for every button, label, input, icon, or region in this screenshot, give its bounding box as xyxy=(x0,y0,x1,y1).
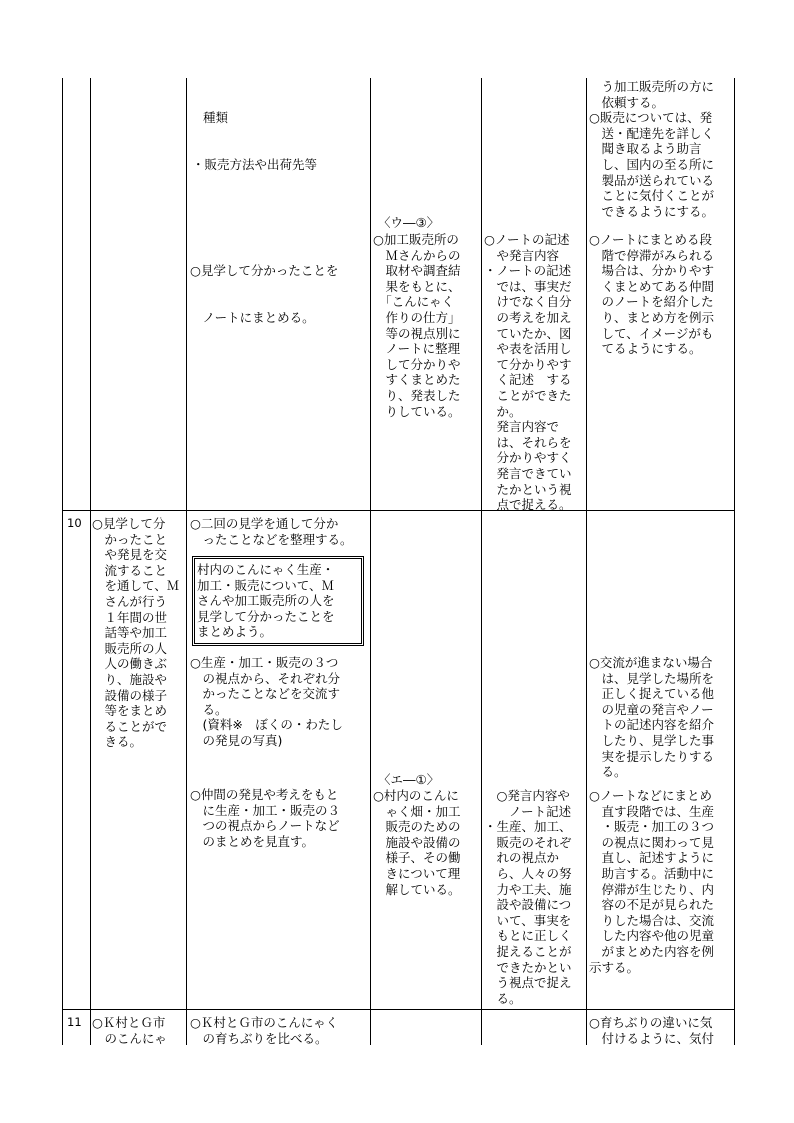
text-line: ことができた xyxy=(484,387,572,403)
text-line: ていたか、図 xyxy=(484,325,572,341)
text-line: きる。 xyxy=(92,734,143,750)
text-line: 等をまとめ xyxy=(92,703,168,719)
text-line: 直す段階では、生産 xyxy=(589,803,715,819)
text-line: る。 xyxy=(190,701,228,717)
text-line: りしている。 xyxy=(373,403,461,419)
text-line: り、施設や xyxy=(92,671,168,687)
text-line: できるようにする。 xyxy=(589,203,715,219)
text-line: さんが行う xyxy=(92,593,168,609)
text-line: して、イメージがも xyxy=(589,325,714,341)
prev-support-bottom xyxy=(589,232,714,357)
text-line: ○ノートなどにまとめ xyxy=(589,788,713,803)
text-line: では、事実だ xyxy=(484,278,572,294)
col-divider-1 xyxy=(90,78,91,1045)
text-line: 直し、記述すように xyxy=(589,850,715,866)
text-line: れの視点か xyxy=(484,850,560,866)
text-line: (資料※ ぼくの・わたし xyxy=(190,717,343,733)
text-line: がまとめた内容を例 xyxy=(589,943,715,959)
row10-eval-tag: 〈エ―①〉 xyxy=(378,772,440,787)
col-divider-5 xyxy=(586,78,587,1045)
text-line: ったことなどを整理する。 xyxy=(190,531,353,547)
text-line: ○Ｋ村とＧ市 xyxy=(92,1015,166,1030)
text-line: 加工・販売について、Ｍ xyxy=(197,577,335,593)
row11-goal xyxy=(92,1015,167,1046)
text-line: ○二回の見学を通して分か xyxy=(190,516,339,531)
row10-eval xyxy=(373,788,461,897)
text-line: 正しく捉えている他 xyxy=(589,686,715,702)
prev-activity xyxy=(192,79,317,188)
text-line: かったこと xyxy=(92,531,168,547)
text-line: に生産・加工・販売の３ xyxy=(190,802,341,818)
text-line: Ｍさんからの xyxy=(373,247,461,263)
row10-goal xyxy=(92,516,179,750)
prev-method xyxy=(484,232,572,513)
text-line: 実を提示したりする xyxy=(589,748,715,764)
text-line: ○販売については、発 xyxy=(589,110,713,126)
text-line: 「こんにゃく xyxy=(373,294,455,310)
text-line: ○仲間の発見や考えをもと xyxy=(190,787,339,802)
text-line: 分かりやすく xyxy=(484,450,572,466)
text-line: 作りの仕方」 xyxy=(373,309,461,325)
text-line: や発見を交 xyxy=(92,547,168,563)
text-line: ○ノートの記述 xyxy=(484,232,570,247)
text-line: の視点に関わって見 xyxy=(589,834,714,850)
text-line: の発見の写真) xyxy=(190,732,283,748)
text-line: 場合は、分かりやす xyxy=(589,263,715,279)
row-divider-11 xyxy=(62,1009,735,1010)
text-line: 発言できてい xyxy=(484,465,572,481)
text-line: たかという視 xyxy=(484,481,572,497)
text-line: の視点から、それぞれ分 xyxy=(190,670,341,686)
text-line: 製品が送られている xyxy=(589,172,715,188)
text-line: すくまとめた xyxy=(373,372,461,388)
prev-support-top xyxy=(589,79,714,219)
text-line: り、発表した xyxy=(373,387,461,403)
text-line: の児童の発言やノー xyxy=(589,701,714,717)
row11-support xyxy=(589,1015,714,1046)
text-line: ○ノートにまとめる段 xyxy=(589,232,713,247)
text-line: ら、人々の努 xyxy=(484,865,572,881)
text-line: く記述 する xyxy=(484,372,572,388)
text-line: 話等や加工 xyxy=(92,625,168,641)
text-line: 階で停滞がみられる xyxy=(589,247,715,263)
text-line: した内容や他の児童 xyxy=(589,928,715,944)
text-line: ることがで xyxy=(92,718,168,734)
text-line: ノートにまとめる。 xyxy=(190,309,315,325)
text-line: のまとめを見直す。 xyxy=(190,833,315,849)
text-line: ○村内のこんに xyxy=(373,788,459,803)
text-line: かったことなどを交流す xyxy=(190,686,341,702)
text-line: や発言内容 xyxy=(484,247,560,263)
text-line: 流すること xyxy=(92,562,168,578)
text-line: 販売のための xyxy=(373,819,461,835)
text-line: は、それらを xyxy=(484,434,572,450)
text-line: て分かりやす xyxy=(484,356,572,372)
col-divider-3 xyxy=(370,78,371,1045)
text-line: 設や設備につ xyxy=(484,897,572,913)
text-line: したり、見学した事 xyxy=(589,732,715,748)
text-line: 力や工夫、施 xyxy=(484,881,572,897)
text-line: のノートを紹介した xyxy=(589,294,714,310)
text-line: つの視点からノートなど xyxy=(190,818,340,834)
text-line: り、まとめ方を例示 xyxy=(589,309,715,325)
text-line: ゃく畑・加工 xyxy=(373,803,461,819)
text-line: 停滞が生じたり、内 xyxy=(589,881,715,897)
text-line: う視点で捉え xyxy=(484,975,572,991)
text-line: ・販売方法や出荷先等 xyxy=(192,156,318,172)
text-line: 容の不足が見られた xyxy=(589,897,715,913)
text-line: 送・配達先を詳しく xyxy=(589,125,715,141)
text-line: ノートに整理 xyxy=(373,341,461,357)
col-divider-4 xyxy=(481,78,482,1045)
row10-activity-top xyxy=(190,516,353,547)
col-divider-2 xyxy=(186,78,187,1045)
text-line: 点で捉える。 xyxy=(484,497,572,513)
text-line: 村内のこんにゃく生産・ xyxy=(197,562,335,577)
text-line: ○生産・加工・販売の３つ xyxy=(190,655,339,670)
text-line: ・販売・加工の３つ xyxy=(589,819,715,835)
text-line: ○Ｋ村とＧ市のこんにゃく xyxy=(190,1015,339,1030)
prev-activity-note xyxy=(190,232,338,341)
text-line: ○見学して分かったことを xyxy=(190,263,339,279)
text-line: ○発言内容や xyxy=(484,788,570,803)
text-line: し、国内の至る所に xyxy=(589,156,715,172)
text-line: ○加工販売所の xyxy=(373,232,459,247)
text-line: 解している。 xyxy=(373,881,461,897)
row-number-11: 11 xyxy=(67,1015,82,1029)
text-line: 種類 xyxy=(203,110,229,126)
text-line: 等の視点別に xyxy=(373,325,461,341)
prev-eval xyxy=(373,232,461,419)
text-line: きについて理 xyxy=(373,865,461,881)
text-line: 販売所の人 xyxy=(92,640,168,656)
row10-theme-box-text xyxy=(197,562,335,640)
text-line: は、見学した場所を xyxy=(589,670,715,686)
text-line: ○見学して分 xyxy=(92,516,166,531)
text-line: 助言する。活動中に xyxy=(589,865,715,881)
text-line: てるようにする。 xyxy=(589,341,702,357)
text-line: 設備の様子 xyxy=(92,687,168,703)
text-line: の育ちぶりを比べる。 xyxy=(190,1030,328,1046)
text-line: のこんにゃ xyxy=(92,1030,167,1046)
text-line: トの記述内容を紹介 xyxy=(589,717,715,733)
text-line: 様子、その働 xyxy=(373,850,461,866)
text-line: くまとめてある仲間 xyxy=(589,278,715,294)
text-line: 発言内容で xyxy=(484,419,560,435)
text-line: ことに気付くことが xyxy=(589,188,715,204)
text-line: を通して、Ｍ xyxy=(92,578,180,594)
row10-support-bottom xyxy=(589,788,714,975)
row-divider-10 xyxy=(62,510,735,511)
text-line: や表を活用し xyxy=(484,341,572,357)
text-line: もとに正しく xyxy=(484,928,572,944)
text-line: ・ノートの記述 xyxy=(484,263,572,279)
text-line: ・生産、加工、 xyxy=(484,819,572,835)
text-line: して分かりや xyxy=(373,356,461,372)
text-line: ○交流が進まない場合 xyxy=(589,655,713,670)
text-line: 依頼する。 xyxy=(589,94,665,110)
text-line: 施設や設備の xyxy=(373,834,461,850)
text-line: さんや加工販売所の人を xyxy=(197,593,335,609)
text-line: 果をもとに、 xyxy=(373,278,461,294)
row10-support-mid xyxy=(589,655,714,780)
text-line: りした場合は、交流 xyxy=(589,912,715,928)
row-number-10: 10 xyxy=(67,516,82,530)
row10-activity-mid xyxy=(190,655,343,749)
text-line: まとめよう。 xyxy=(197,624,273,640)
row10-activity-bottom xyxy=(190,787,340,849)
row11-activity xyxy=(190,1015,338,1046)
text-line: 付けるように、気付 xyxy=(589,1030,715,1046)
text-line: る。 xyxy=(484,990,522,1006)
text-line: 見学して分かったことを xyxy=(197,608,335,624)
text-line: ノート記述 xyxy=(484,803,572,819)
text-line: の考えを加え xyxy=(484,309,572,325)
text-line: けでなく自分 xyxy=(484,294,572,310)
text-line: 捉えることが xyxy=(484,943,572,959)
text-line: １年間の世 xyxy=(92,609,168,625)
text-line: 販売のそれぞ xyxy=(484,834,572,850)
text-line: か。 xyxy=(484,403,522,419)
table-border-left xyxy=(62,78,63,1045)
text-line: 聞き取るよう助言 xyxy=(589,141,702,157)
text-line: ○育ちぶりの違いに気 xyxy=(589,1015,713,1030)
prev-eval-tag: 〈ウ―③〉 xyxy=(378,215,440,230)
text-line: 人の働きぶ xyxy=(92,656,168,672)
row10-method xyxy=(484,788,572,1006)
text-line: る。 xyxy=(589,764,627,780)
text-line: できたかとい xyxy=(484,959,572,975)
text-line: 取材や調査結 xyxy=(373,263,461,279)
text-line: 示する。 xyxy=(589,959,640,975)
table-border-right xyxy=(734,78,735,1045)
text-line: う加工販売所の方に xyxy=(589,79,715,94)
text-line: いて、事実を xyxy=(484,912,572,928)
